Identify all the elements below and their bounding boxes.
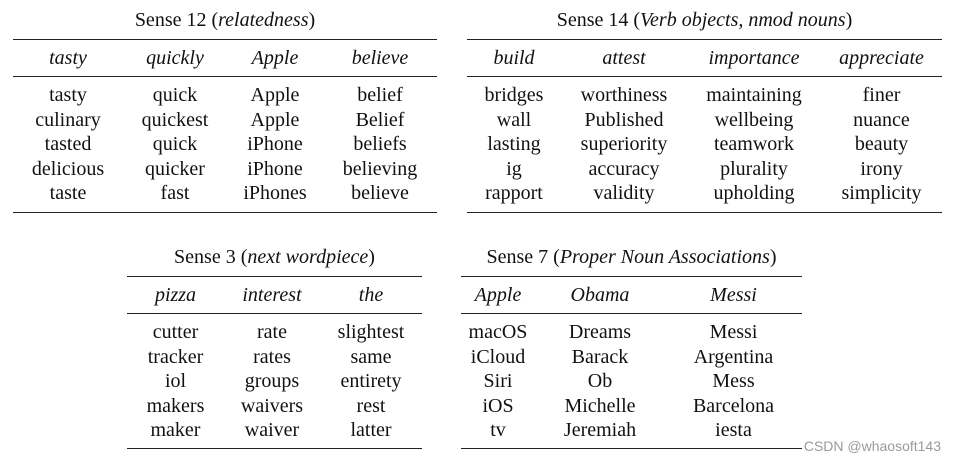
table-cell: Apple (250, 108, 300, 131)
table-cell: Dreams (568, 321, 632, 343)
table-row (461, 320, 802, 345)
column-header: believe (351, 47, 409, 69)
table-cell: Argentina (693, 345, 774, 368)
column-header: appreciate (839, 47, 924, 69)
header-row (13, 46, 437, 70)
table-cell: latter (350, 419, 392, 442)
sense-3-description: next wordpiece (247, 246, 369, 268)
sense-14-description: Verb objects, nmod nouns (640, 9, 846, 31)
table-cell: Published (584, 108, 664, 131)
table-cell: wellbeing (714, 108, 794, 131)
table-cell: rest (356, 394, 386, 417)
table-cell: irony (860, 157, 903, 180)
table-cell: iCloud (470, 345, 526, 368)
table-cell: tasty (49, 84, 87, 106)
top-rule (461, 276, 802, 277)
sense-14-block (467, 6, 942, 216)
table-cell: accuracy (588, 157, 660, 180)
table-cell: fast (160, 182, 190, 205)
bottom-rule (461, 448, 802, 449)
table-cell: iesta (715, 419, 752, 442)
table-cell: worthiness (580, 84, 668, 106)
table-cell: iol (164, 370, 187, 393)
mid-rule (13, 76, 437, 77)
sense-3-table (127, 283, 422, 307)
table-cell: slightest (337, 321, 405, 343)
table-row (467, 157, 942, 182)
table-cell: Jeremiah (563, 419, 637, 442)
table-cell: rapport (485, 182, 543, 205)
watermark: CSDN @whaosoft143 (803, 438, 941, 454)
table-row (461, 418, 802, 443)
sense-3-body (127, 320, 422, 443)
table-cell: taste (49, 182, 87, 205)
table-cell: validity (593, 182, 655, 205)
table-cell: tracker (147, 345, 204, 368)
bottom-rule (467, 212, 942, 213)
sense-12-body (13, 83, 437, 206)
column-header: the (358, 284, 384, 306)
bottom-rule (127, 448, 422, 449)
table-cell: lasting (487, 133, 541, 156)
table-row (13, 181, 437, 206)
table-cell: groups (244, 370, 300, 393)
table-cell: bridges (484, 84, 544, 106)
table-cell: quick (152, 133, 198, 156)
sense-14-table (467, 46, 942, 70)
table-cell: beauty (854, 133, 909, 156)
table-cell: same (350, 345, 392, 368)
table-cell: macOS (468, 321, 528, 343)
table-row (127, 345, 422, 370)
header-row (127, 283, 422, 307)
column-header: Apple (474, 284, 522, 306)
table-cell: superiority (580, 133, 668, 156)
table-cell: quicker (145, 157, 205, 180)
table-cell: finer (862, 84, 901, 106)
sense-12-description: relatedness (218, 9, 309, 31)
table-cell: quick (152, 84, 198, 106)
mid-rule (127, 313, 422, 314)
table-cell: entirety (340, 370, 402, 393)
table-row (467, 83, 942, 108)
column-header: quickly (146, 47, 204, 69)
sense-12-block (13, 6, 437, 216)
table-cell: rate (257, 321, 287, 343)
top-rule (13, 39, 437, 40)
table-row (461, 369, 802, 394)
header-row (467, 46, 942, 70)
table-cell: Mess (712, 370, 755, 393)
table-cell: Barack (571, 345, 629, 368)
table-cell: beliefs (353, 133, 407, 156)
column-header: Obama (570, 284, 630, 306)
column-header: attest (602, 47, 646, 69)
table-cell: maintaining (706, 84, 802, 106)
table-row (13, 157, 437, 182)
sense-7-title: Sense 7 (Proper Noun Associations) (486, 246, 777, 268)
column-header: interest (242, 284, 302, 306)
table-row (127, 394, 422, 419)
table-row (13, 132, 437, 157)
table-row (13, 83, 437, 108)
table-row (127, 418, 422, 443)
header-row (461, 283, 802, 307)
sense-7-block (461, 243, 802, 453)
bottom-rule (13, 212, 437, 213)
table-cell: cutter (152, 321, 199, 343)
sense-14-title: Sense 14 (Verb objects, nmod nouns) (556, 9, 853, 31)
column-header: Messi (710, 284, 757, 306)
table-cell: maker (150, 419, 201, 442)
table-cell: Apple (250, 84, 300, 106)
sense-12-table (13, 46, 437, 70)
mid-rule (461, 313, 802, 314)
table-cell: Messi (709, 321, 758, 343)
top-rule (127, 276, 422, 277)
table-cell: nuance (853, 108, 910, 131)
table-cell: iPhone (247, 133, 303, 156)
sense-7-body (461, 320, 802, 443)
table-row (127, 369, 422, 394)
table-cell: wall (496, 108, 532, 131)
column-header: importance (708, 47, 800, 69)
table-cell: culinary (35, 108, 101, 131)
table-cell: ig (506, 157, 522, 180)
table-cell: tv (490, 419, 506, 442)
table-cell: tasted (44, 133, 92, 156)
table-cell: believing (342, 157, 418, 180)
table-row (467, 181, 942, 206)
table-row (461, 394, 802, 419)
table-row (461, 345, 802, 370)
column-header: tasty (49, 47, 87, 69)
sense-7-table (461, 283, 802, 307)
column-header: build (493, 47, 535, 69)
table-row (13, 108, 437, 133)
table-cell: quickest (141, 108, 209, 131)
table-cell: rates (253, 345, 291, 368)
mid-rule (467, 76, 942, 77)
sense-3-block (127, 243, 422, 453)
table-cell: iOS (482, 394, 514, 417)
table-cell: makers (146, 394, 205, 417)
sense-7-description: Proper Noun Associations (559, 246, 770, 268)
table-cell: believe (351, 182, 409, 205)
table-cell: plurality (720, 157, 788, 180)
table-cell: iPhones (243, 182, 307, 205)
table-cell: simplicity (841, 182, 922, 205)
table-cell: upholding (713, 182, 795, 205)
sense-12-title: Sense 12 (relatedness) (134, 9, 316, 31)
column-header: pizza (154, 284, 197, 306)
table-row (127, 320, 422, 345)
sense-14-body (467, 83, 942, 206)
table-row (467, 108, 942, 133)
table-cell: Siri (483, 370, 513, 393)
table-cell: waivers (240, 394, 304, 417)
table-cell: Ob (587, 370, 613, 393)
top-rule (467, 39, 942, 40)
table-cell: belief (357, 84, 403, 106)
table-cell: Michelle (564, 394, 636, 417)
table-cell: iPhone (247, 157, 303, 180)
table-row (467, 132, 942, 157)
table-cell: Barcelona (692, 394, 775, 417)
table-cell: Belief (355, 108, 405, 131)
column-header: Apple (251, 47, 299, 69)
table-cell: waiver (244, 419, 300, 442)
sense-3-title: Sense 3 (next wordpiece) (174, 246, 375, 268)
table-cell: teamwork (714, 133, 794, 156)
table-cell: delicious (31, 157, 105, 180)
